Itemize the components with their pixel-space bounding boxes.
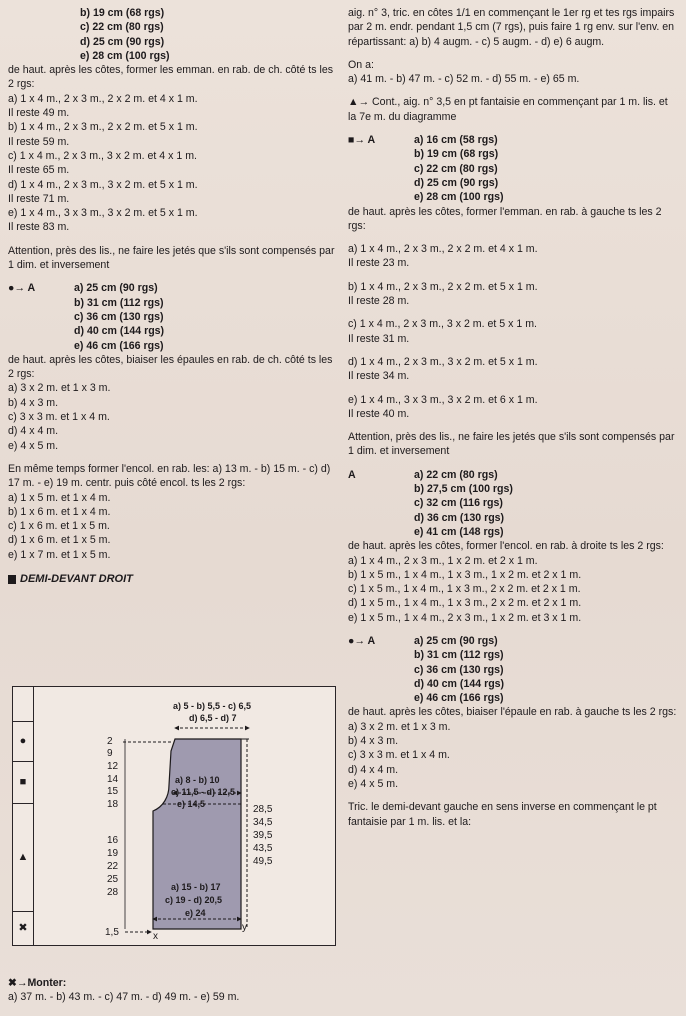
epaule-line: e) 4 x 5 m. [8,439,59,452]
left-number: 12 [107,761,119,772]
emman-block [348,355,678,384]
encol-list [348,554,678,625]
encol-intro: En même temps former l'encol. en rab. les: a) 13 m. - b) 15 m. - c) d) 17 m. - e) 19 m. centr. puis côté encol. ts les 2 rgs: [8,462,331,490]
inner-label: e) 14,5 [177,799,206,809]
right-number: 34,5 [253,817,273,828]
diagram-svg [13,687,335,945]
schematic-diagram [12,686,336,946]
epaules-intro: de haut. après les côtes, biaiser les épaules en rab. de ch. côté ts les 2 rgs: [8,353,333,381]
size-line: d) 36 cm (130 rgs) [414,511,505,524]
emman-line: Il reste 83 m. [8,221,70,234]
top-label: a) 5 - b) 5,5 - c) 6,5 [173,701,252,711]
emman-intro: de haut. après les côtes, former l'emman. en rab. à gauche ts les 2 rgs: [348,205,662,232]
size-line: e) 28 cm (100 rgs) [414,191,504,204]
emman-list [8,92,340,235]
emman-line: b) 1 x 4 m., 2 x 3 m., 2 x 2 m. et 5 x 1 m. [348,280,538,293]
encol-list [8,491,340,562]
size-line: e) 46 cm (166 rgs) [74,339,164,352]
left-number: 25 [107,874,119,885]
size-list-top [8,6,340,63]
emman-block [348,280,678,309]
epaule-line: c) 3 x 3 m. et 1 x 4 m. [348,749,450,762]
a-marker: A [348,468,356,481]
left-number: 2 [107,736,113,747]
bottom-left-label: 1,5 [105,927,119,938]
attention-note: Attention, près des lis., ne faire les jetés que s'ils sont compensés par 1 dim. et inversement [348,431,675,458]
square-icon: ■ [19,776,27,788]
epaule-line: b) 4 x 3 m. [348,735,399,748]
emman-remaining: Il reste 31 m. [348,332,410,345]
encol-intro: de haut. après les côtes, former l'encol. en rab. à droite ts les 2 rgs: [348,540,664,553]
emman-remaining: Il reste 28 m. [348,295,410,308]
size-line: c) 22 cm (80 rgs) [80,21,164,34]
epaule-line: c) 3 x 3 m. et 1 x 4 m. [8,411,110,424]
left-number: 9 [107,748,113,759]
encol-line: c) 1 x 5 m., 1 x 4 m., 1 x 3 m., 2 x 2 m. et 2 x 1 m. [348,583,581,596]
right-number: 28,5 [253,804,273,815]
left-column [8,6,340,586]
square-bullet-icon [8,575,16,584]
emman-line: e) 1 x 4 m., 3 x 3 m., 3 x 2 m. et 6 x 1 m. [348,393,538,406]
size-line: c) 32 cm (116 rgs) [414,497,503,510]
encol-line: d) 1 x 6 m. et 1 x 5 m. [8,534,111,547]
cont-paragraph: ▲→ Cont., aig. n° 3,5 en pt fantaisie en commençant par 1 m. lis. et la 7e m. du diagramme [348,96,668,123]
encol-line: b) 1 x 5 m., 1 x 4 m., 1 x 3 m., 1 x 2 m. et 2 x 1 m. [348,568,582,581]
size-line: e) 46 cm (166 rgs) [414,692,504,705]
square-marker: ■→ A [348,134,376,147]
left-number: 28 [107,887,119,898]
encol-line: c) 1 x 6 m. et 1 x 5 m. [8,520,110,533]
size-line: e) 28 cm (100 rgs) [80,49,170,62]
size-line: d) 25 cm (90 rgs) [414,176,499,189]
on-a-values: a) 41 m. - b) 47 m. - c) 52 m. - d) 55 m. - e) 65 m. [348,73,580,86]
monter-label: ✖→Monter: [8,977,67,989]
top-label: d) 6,5 - d) 7 [189,713,237,723]
encol-line: a) 1 x 5 m. et 1 x 4 m. [8,491,111,504]
epaule-line: e) 4 x 5 m. [348,777,399,790]
epaule-list [348,720,678,791]
emman-line: a) 1 x 4 m., 2 x 3 m., 2 x 2 m. et 4 x 1 m. [348,243,538,256]
left-number: 19 [107,848,119,859]
emman-block [348,242,678,271]
emman-line: Il reste 59 m. [8,135,70,148]
bottom-label: e) 24 [185,908,206,918]
size-line: d) 40 cm (144 rgs) [74,325,165,338]
section-title: DEMI-DEVANT DROIT [20,572,133,585]
circle-icon: ● [19,735,27,747]
left-number: 18 [107,799,119,810]
a-size-block [8,281,340,352]
encol-line: a) 1 x 4 m., 2 x 3 m., 1 x 2 m. et 2 x 1 m. [348,554,538,567]
epaule-line: b) 4 x 3 m. [8,396,59,409]
size-line: b) 19 cm (68 rgs) [80,7,165,19]
monter-block [8,976,340,1005]
on-a-label: On a: [348,58,374,71]
corner-label: y [242,922,247,933]
emman-intro: de haut. après les côtes, former les emman. en rab. de ch. côté ts les 2 rgs: [8,64,334,91]
size-line: c) 36 cm (130 rgs) [74,310,164,323]
attention-note: Attention, près des lis., ne faire les jetés que s'ils sont compensés par 1 dim. et inversement [8,244,335,272]
left-number: 16 [107,835,119,846]
right-number: 49,5 [253,856,273,867]
emman-line: d) 1 x 4 m., 2 x 3 m., 3 x 2 m. et 5 x 1 m. [348,355,538,368]
size-line: a) 25 cm (90 rgs) [414,634,498,647]
inner-label: a) 8 - b) 10 [175,775,220,785]
emman-line: c) 1 x 4 m., 2 x 3 m., 3 x 2 m. et 4 x 1 m. [8,149,197,162]
triangle-icon: ▲ [17,851,29,863]
encol-line: e) 1 x 7 m. et 1 x 5 m. [8,548,111,561]
size-line: d) 25 cm (90 rgs) [80,35,165,48]
left-number: 15 [107,786,119,797]
epaule-line: a) 3 x 2 m. et 1 x 3 m. [8,382,111,395]
epaule-line: d) 4 x 4 m. [348,763,399,776]
size-line: a) 22 cm (80 rgs) [414,468,498,481]
encol-line: d) 1 x 5 m., 1 x 4 m., 1 x 3 m., 2 x 2 m. et 2 x 1 m. [348,597,582,610]
emman-line: a) 1 x 4 m., 2 x 3 m., 2 x 2 m. et 4 x 1 m. [8,92,198,105]
inner-label: c) 11,5 - d) 12,5 [171,787,236,797]
monter-values: a) 37 m. - b) 43 m. - c) 47 m. - d) 49 m. - e) 59 m. [8,991,240,1004]
encol-line: b) 1 x 6 m. et 1 x 4 m. [8,505,111,518]
emman-line: Il reste 71 m. [8,192,70,205]
right-number: 43,5 [253,843,273,854]
emman-remaining: Il reste 40 m. [348,407,410,420]
size-line: b) 27,5 cm (100 rgs) [414,483,513,496]
a-size-block [348,468,678,539]
section-heading [8,572,340,586]
epaule-intro: de haut. après les côtes, biaiser l'épaule en rab. à gauche ts les 2 rgs: [348,706,677,719]
right-column [348,6,678,829]
emman-line: d) 1 x 4 m., 2 x 3 m., 3 x 2 m. et 5 x 1 m. [8,178,198,191]
emman-line: b) 1 x 4 m., 2 x 3 m., 2 x 2 m. et 5 x 1 m. [8,121,198,134]
emman-remaining: Il reste 34 m. [348,370,410,383]
sq-size-block [348,133,678,204]
circle-marker: ●→ A [8,282,36,295]
size-line: b) 31 cm (112 rgs) [74,296,164,309]
size-line: b) 19 cm (68 rgs) [414,148,499,161]
emman-line: c) 1 x 4 m., 2 x 3 m., 3 x 2 m. et 5 x 1 m. [348,318,537,331]
emman-line: Il reste 65 m. [8,164,70,177]
epaule-line: d) 4 x 4 m. [8,425,59,438]
emman-line: e) 1 x 4 m., 3 x 3 m., 3 x 2 m. et 5 x 1 m. [8,207,198,220]
cross-icon: ✖ [18,922,28,934]
right-number: 39,5 [253,830,273,841]
intro-paragraph: aig. n° 3, tric. en côtes 1/1 en commençant le 1er rg et tes rgs impairs par 2 m. endr. pendant 1,5 cm (7 rgs), puis faire 1 rg env. sur l'env. en répartissant: a) b) 4 augm. - c) 5 augm. - d) e) 6 augm. [348,7,675,48]
size-line: a) 25 cm (90 rgs) [74,282,158,295]
circle-marker: ●→ A [348,634,376,647]
final-paragraph: Tric. le demi-devant gauche en sens inverse en commençant le pt fantaisie par 1 m. lis. et la: [348,801,657,828]
size-line: d) 40 cm (144 rgs) [414,677,505,690]
bottom-label: c) 19 - d) 20,5 [165,895,223,905]
emman-line: Il reste 49 m. [8,107,70,120]
size-line: e) 41 cm (148 rgs) [414,525,504,538]
emman-block [348,393,678,422]
left-number: 22 [107,861,119,872]
corner-label: x [153,931,158,942]
encol-line: e) 1 x 5 m., 1 x 4 m., 2 x 3 m., 1 x 2 m. et 3 x 1 m. [348,611,582,624]
left-number: 14 [107,774,119,785]
b-size-block [348,634,678,705]
epaule-line: a) 3 x 2 m. et 1 x 3 m. [348,720,451,733]
size-line: b) 31 cm (112 rgs) [414,649,504,662]
size-line: c) 36 cm (130 rgs) [414,663,504,676]
emman-remaining: Il reste 23 m. [348,257,410,270]
bottom-label: a) 15 - b) 17 [171,882,221,892]
size-line: c) 22 cm (80 rgs) [414,162,498,175]
size-line: a) 16 cm (58 rgs) [414,134,498,147]
emman-block [348,317,678,346]
epaules-list [8,381,340,452]
